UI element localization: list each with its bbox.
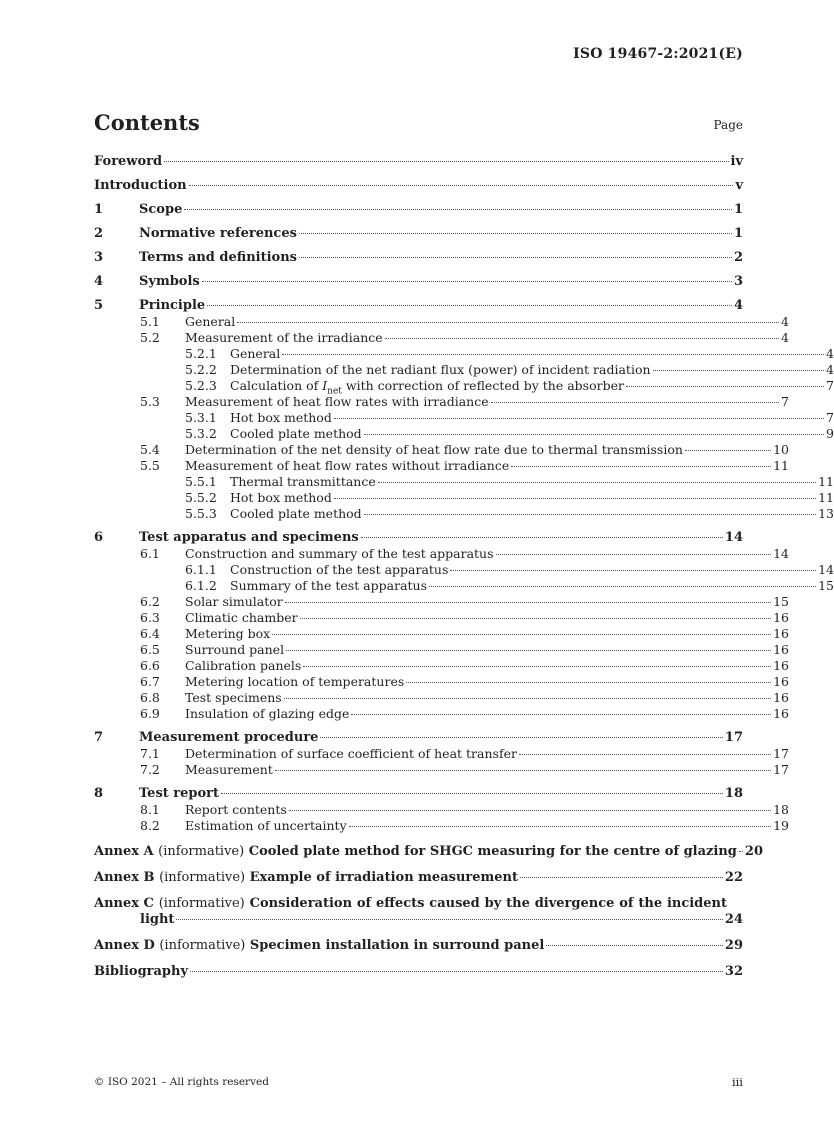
toc-entry-number: 5.5.2 xyxy=(185,490,217,505)
title-part: Calculation of xyxy=(230,378,323,393)
annex-label: Annex C xyxy=(94,896,154,911)
dot-leader xyxy=(207,305,732,306)
dot-leader xyxy=(237,322,779,323)
toc-entry-page: 7 xyxy=(826,378,834,393)
dot-leader xyxy=(450,570,816,571)
toc-entry-page: 7 xyxy=(826,410,834,425)
annex-informative: (informative) xyxy=(159,870,246,885)
dot-leader xyxy=(496,554,772,555)
dot-leader xyxy=(351,714,771,715)
toc-entry-title: Test apparatus and specimens xyxy=(139,530,359,545)
toc-entry-title: Summary of the test apparatus xyxy=(230,578,428,593)
toc-entry-title: Thermal transmittance xyxy=(230,474,376,489)
annex-title: Specimen installation in surround panel xyxy=(249,938,545,953)
dot-leader xyxy=(626,386,824,387)
toc-entry-number: 5.4 xyxy=(140,442,160,457)
toc-subclause[interactable] xyxy=(94,762,789,778)
toc-entry-page: 16 xyxy=(773,642,789,657)
toc-entry-title: Terms and definitions xyxy=(139,250,297,265)
toc-entry-page: 11 xyxy=(818,474,834,489)
dot-leader xyxy=(286,650,771,651)
toc-entry-number: 6.7 xyxy=(140,674,160,689)
toc-entry-page: 7 xyxy=(781,394,789,409)
dot-leader xyxy=(520,877,723,878)
toc-entry-page: 16 xyxy=(773,658,789,673)
dot-leader xyxy=(511,466,771,467)
annex-title: Cooled plate method for SHGC measuring for the centre of glazing xyxy=(248,844,737,859)
toc-entry-number: 8.1 xyxy=(140,802,160,817)
toc-entry-number: 7.2 xyxy=(140,762,160,777)
toc-entry-title: Metering box xyxy=(185,626,271,641)
toc-entry-page: 9 xyxy=(826,426,834,441)
toc-subclause[interactable] xyxy=(94,626,789,642)
toc-entry-page: 18 xyxy=(724,786,743,801)
annex-second-line xyxy=(94,912,743,928)
toc-subclause[interactable] xyxy=(94,594,789,610)
toc-entry-number: 6.8 xyxy=(140,690,160,705)
toc-entry-title: Determination of the net radiant flux (power) of incident radiation xyxy=(230,362,651,377)
toc-entry-page: 11 xyxy=(773,458,789,473)
annex-title-word: effects xyxy=(376,896,425,911)
toc-subsubclause[interactable] xyxy=(94,378,834,397)
annex-title-word: incident xyxy=(666,896,727,911)
toc-entry-number: 6.4 xyxy=(140,626,160,641)
toc-entry-title: Measurement of heat flow rates without irradiance xyxy=(185,458,510,473)
toc-subsubclause[interactable] xyxy=(94,426,834,442)
toc-entry-page: 29 xyxy=(724,938,743,953)
toc-entry[interactable] xyxy=(94,178,743,194)
toc-entry-page: 13 xyxy=(818,506,834,521)
annex-title-word: caused xyxy=(429,896,480,911)
toc-entry-page: 4 xyxy=(826,362,834,377)
toc-entry-number: 6.5 xyxy=(140,642,160,657)
toc-entry-number: 5.3.2 xyxy=(185,426,217,441)
toc-entry-page: 3 xyxy=(733,274,743,289)
toc-entry-page: 10 xyxy=(773,442,789,457)
toc-entry-page: 14 xyxy=(818,562,834,577)
toc-entry-title: Measurement of heat flow rates with irradiance xyxy=(185,394,489,409)
toc-entry-number: 5.2.2 xyxy=(185,362,217,377)
toc-subclause[interactable] xyxy=(94,610,789,626)
toc-entry-number: 3 xyxy=(94,250,104,265)
dot-leader xyxy=(164,161,728,162)
toc-entry-number: 6 xyxy=(94,530,104,545)
toc-entry-page: v xyxy=(735,178,743,193)
dot-leader xyxy=(285,602,771,603)
toc-subclause[interactable] xyxy=(94,642,789,658)
toc-entry-page: 32 xyxy=(724,964,743,979)
annex-informative: (informative) xyxy=(159,938,246,953)
toc-entry-page: 17 xyxy=(773,762,789,777)
toc-entry-title: Determination of the net density of heat flow rate due to thermal transmission xyxy=(185,442,683,457)
toc-entry-title: Construction and summary of the test apparatus xyxy=(185,546,494,561)
toc-entry-title: Measurement of the irradiance xyxy=(185,330,383,345)
toc-subsubclause[interactable] xyxy=(94,506,834,522)
dot-leader xyxy=(685,450,771,451)
toc-entry-page: 16 xyxy=(773,626,789,641)
toc-entry-title: Scope xyxy=(139,202,183,217)
toc-entry-title: Determination of surface coefficient of heat transfer xyxy=(185,746,517,761)
toc-bibliography[interactable] xyxy=(94,964,743,980)
toc-entry-number: 6.1 xyxy=(140,546,160,561)
annex-title-word: of xyxy=(356,896,372,911)
toc-entry-page: 16 xyxy=(773,674,789,689)
toc-entry-number: 6.3 xyxy=(140,610,160,625)
annex-label: Annex A xyxy=(94,844,154,859)
dot-leader xyxy=(221,793,723,794)
toc-entry-number: 5.2 xyxy=(140,330,160,345)
toc-entry-title xyxy=(94,938,544,954)
toc-entry-title: Foreword xyxy=(94,154,163,169)
toc-subsubclause[interactable] xyxy=(94,474,834,490)
toc-entry-title: Cooled plate method xyxy=(230,426,362,441)
dot-leader xyxy=(320,737,722,738)
toc-entry-number: 5.3 xyxy=(140,394,160,409)
dot-leader xyxy=(184,209,732,210)
toc-annex[interactable] xyxy=(94,896,743,928)
toc-subsubclause[interactable] xyxy=(94,346,834,362)
toc-entry-title: Test report xyxy=(139,786,220,801)
toc-clause[interactable] xyxy=(94,530,743,546)
toc-entry-title: Calibration panels xyxy=(185,658,302,673)
toc-entry-page: iv xyxy=(730,154,743,169)
annex-title-word: by xyxy=(484,896,502,911)
dot-leader xyxy=(190,971,723,972)
toc-entry-title: Metering location of temperatures xyxy=(185,674,405,689)
toc-entry[interactable] xyxy=(94,154,743,170)
toc-entry-page: 2 xyxy=(733,250,743,265)
dot-leader xyxy=(385,338,779,339)
toc-entry-title: Cooled plate method xyxy=(230,506,362,521)
toc-entry-number: 6.1.1 xyxy=(185,562,217,577)
toc-entry-number: 5.5.3 xyxy=(185,506,217,521)
toc-entry-page: 16 xyxy=(773,706,789,721)
toc-subclause[interactable] xyxy=(94,746,789,762)
toc-subclause[interactable] xyxy=(94,314,789,330)
annex-title-word: the xyxy=(506,896,530,911)
toc-subsubclause[interactable] xyxy=(94,578,834,594)
toc-entry-page: 24 xyxy=(724,912,743,927)
dot-leader xyxy=(300,618,772,619)
toc-subclause[interactable] xyxy=(94,394,789,410)
dot-leader xyxy=(739,851,743,852)
toc-subclause[interactable] xyxy=(94,658,789,674)
math-symbol: I xyxy=(322,378,328,393)
dot-leader xyxy=(361,537,723,538)
toc-subclause[interactable] xyxy=(94,546,789,562)
dot-leader xyxy=(364,434,824,435)
toc-entry-number: 4 xyxy=(94,274,104,289)
toc-entry-title: Construction of the test apparatus xyxy=(230,562,449,577)
toc-entry-number: 5.5.1 xyxy=(185,474,217,489)
dot-leader xyxy=(299,233,732,234)
toc-entry-title: Introduction xyxy=(94,178,187,193)
toc-entry-page: 22 xyxy=(724,870,743,885)
title-part: with correction of reflected by the absorber xyxy=(341,378,624,393)
dot-leader xyxy=(378,482,816,483)
annex-title-continued: light xyxy=(140,912,175,927)
page-column-label: Page xyxy=(713,118,743,132)
toc-subclause[interactable] xyxy=(94,458,789,474)
toc-subsubclause[interactable] xyxy=(94,410,834,426)
document-id: ISO 19467-2:2021(E) xyxy=(573,46,743,62)
dot-leader xyxy=(272,634,771,635)
toc-clause[interactable] xyxy=(94,274,743,290)
toc-entry-number: 5.2.3 xyxy=(185,378,217,393)
annex-title-word: of xyxy=(619,896,634,911)
toc-entry-title: Hot box method xyxy=(230,490,332,505)
toc-annex[interactable] xyxy=(94,844,763,860)
toc-entry-number: 7.1 xyxy=(140,746,160,761)
toc-entry-number: 7 xyxy=(94,730,104,745)
toc-entry-title: Principle xyxy=(139,298,206,313)
toc-entry-number: 5.1 xyxy=(140,314,160,329)
toc-clause[interactable] xyxy=(94,786,743,802)
toc-entry-title: Symbols xyxy=(139,274,200,289)
toc-entry-page: 15 xyxy=(773,594,789,609)
toc-entry-title: Climatic chamber xyxy=(185,610,298,625)
toc-entry-title: Normative references xyxy=(139,226,297,241)
toc-subclause[interactable] xyxy=(94,690,789,706)
toc-entry-number: 1 xyxy=(94,202,104,217)
toc-entry-page: 4 xyxy=(781,330,789,345)
toc-entry-page: 16 xyxy=(773,690,789,705)
annex-label: Annex D xyxy=(94,938,155,953)
toc-entry-title: Insulation of glazing edge xyxy=(185,706,350,721)
toc-entry-page: 20 xyxy=(744,844,763,859)
toc-entry-page: 1 xyxy=(733,202,743,217)
toc-entry-number: 5.2.1 xyxy=(185,346,217,361)
math-subscript: net xyxy=(327,386,342,397)
dot-leader xyxy=(289,810,771,811)
toc-entry-number: 6.6 xyxy=(140,658,160,673)
toc-clause[interactable] xyxy=(94,202,743,218)
toc-entry-title: Surround panel xyxy=(185,642,285,657)
toc-entry-page: 15 xyxy=(818,578,834,593)
annex-title: Example of irradiation measurement xyxy=(249,870,519,885)
dot-leader xyxy=(189,185,734,186)
toc-subsubclause[interactable] xyxy=(94,362,834,378)
toc-entry-number: 6.2 xyxy=(140,594,160,609)
toc-entry-number: 6.1.2 xyxy=(185,578,217,593)
toc-subclause[interactable] xyxy=(94,442,789,458)
dot-leader xyxy=(349,826,771,827)
toc-annex[interactable] xyxy=(94,938,743,954)
dot-leader xyxy=(303,666,771,667)
dot-leader xyxy=(299,257,732,258)
dot-leader xyxy=(364,514,816,515)
toc-clause[interactable] xyxy=(94,226,743,242)
toc-entry-number: 8 xyxy=(94,786,104,801)
toc-entry-number: 2 xyxy=(94,226,104,241)
toc-entry-page: 4 xyxy=(781,314,789,329)
page-number: iii xyxy=(731,1075,743,1089)
toc-entry-title: Hot box method xyxy=(230,410,332,425)
toc-subclause[interactable] xyxy=(94,802,789,818)
annex-title-word: the xyxy=(638,896,663,911)
toc-entry-title: Report contents xyxy=(185,802,287,817)
toc-entry-number: 6.9 xyxy=(140,706,160,721)
annex-label: Annex B xyxy=(94,870,155,885)
toc-entry-page: 4 xyxy=(733,298,743,313)
dot-leader xyxy=(334,498,816,499)
toc-entry-page: 17 xyxy=(724,730,743,745)
table-of-contents xyxy=(94,154,834,980)
toc-entry-page: 16 xyxy=(773,610,789,625)
toc-entry-number: 5.3.1 xyxy=(185,410,217,425)
toc-entry-title xyxy=(94,844,737,860)
toc-entry-number: 5 xyxy=(94,298,104,313)
toc-subclause[interactable] xyxy=(94,706,789,722)
annex-first-line xyxy=(94,896,743,912)
toc-subclause[interactable] xyxy=(94,330,789,346)
toc-annex[interactable] xyxy=(94,870,743,886)
dot-leader xyxy=(284,698,771,699)
toc-entry-title: Bibliography xyxy=(94,964,189,979)
toc-entry-title: Estimation of uncertainty xyxy=(185,818,347,833)
toc-entry-title: Measurement procedure xyxy=(139,730,319,745)
annex-title-word: Consideration xyxy=(249,896,353,911)
toc-clause[interactable] xyxy=(94,250,743,266)
toc-entry-title: Measurement xyxy=(185,762,273,777)
dot-leader xyxy=(176,919,722,920)
dot-leader xyxy=(275,770,771,771)
dot-leader xyxy=(491,402,779,403)
toc-entry-page: 1 xyxy=(733,226,743,241)
annex-title-word: divergence xyxy=(534,896,615,911)
toc-clause[interactable] xyxy=(94,730,743,746)
toc-entry-title: Test specimens xyxy=(185,690,282,705)
annex-informative: (informative) xyxy=(158,896,245,911)
toc-entry-title: Solar simulator xyxy=(185,594,283,609)
annex-informative: (informative) xyxy=(158,844,245,859)
toc-clause[interactable] xyxy=(94,298,743,314)
dot-leader xyxy=(429,586,816,587)
dot-leader xyxy=(334,418,824,419)
dot-leader xyxy=(282,354,824,355)
toc-subsubclause[interactable] xyxy=(94,490,834,506)
toc-entry-title: General xyxy=(185,314,236,329)
dot-leader xyxy=(519,754,771,755)
toc-entry-title: General xyxy=(230,346,281,361)
toc-entry-page: 17 xyxy=(773,746,789,761)
toc-entry-page: 14 xyxy=(724,530,743,545)
page-title: Contents xyxy=(94,110,200,135)
toc-entry-page: 18 xyxy=(773,802,789,817)
dot-leader xyxy=(653,370,825,371)
toc-entry-number: 5.5 xyxy=(140,458,160,473)
toc-entry-title xyxy=(94,870,518,886)
toc-subclause[interactable] xyxy=(94,674,789,690)
toc-entry-page: 19 xyxy=(773,818,789,833)
toc-subclause[interactable] xyxy=(94,818,789,834)
copyright-notice: © ISO 2021 – All rights reserved xyxy=(94,1076,269,1088)
toc-subsubclause[interactable] xyxy=(94,562,834,578)
toc-entry-number: 8.2 xyxy=(140,818,160,833)
dot-leader xyxy=(546,945,723,946)
toc-entry-page: 14 xyxy=(773,546,789,561)
dot-leader xyxy=(202,281,732,282)
toc-entry-page: 4 xyxy=(826,346,834,361)
toc-entry-page: 11 xyxy=(818,490,834,505)
dot-leader xyxy=(406,682,771,683)
